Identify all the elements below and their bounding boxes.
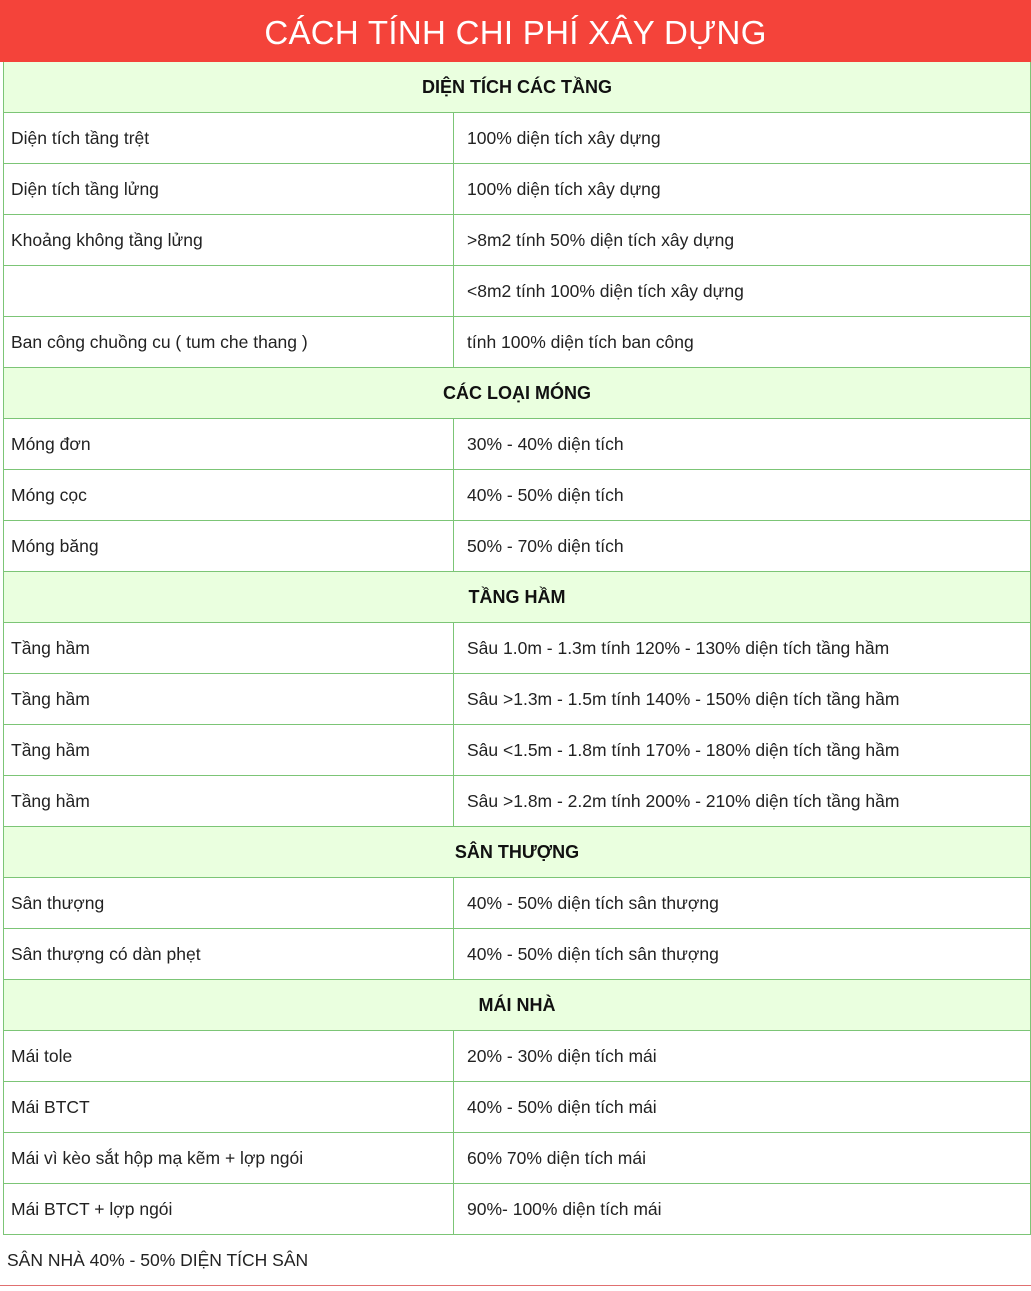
section-header: SÂN THƯỢNG bbox=[4, 827, 1030, 878]
row-label: Tầng hầm bbox=[4, 623, 454, 673]
table-row bbox=[4, 164, 1030, 215]
row-label: Mái BTCT + lợp ngói bbox=[4, 1184, 454, 1234]
row-label: Móng băng bbox=[4, 521, 454, 571]
table-row bbox=[4, 521, 1030, 572]
table-row bbox=[4, 419, 1030, 470]
row-value: Sâu <1.5m - 1.8m tính 170% - 180% diện tích tầng hầm bbox=[467, 739, 900, 760]
row-label: Sân thượng có dàn phẹt bbox=[4, 929, 454, 979]
row-label: Tầng hầm bbox=[4, 725, 454, 775]
row-label: Mái BTCT bbox=[4, 1082, 454, 1132]
row-value: tính 100% diện tích ban công bbox=[467, 331, 694, 352]
row-value: 40% - 50% diện tích sân thượng bbox=[467, 943, 719, 964]
row-label: Tầng hầm bbox=[4, 776, 454, 826]
row-value: <8m2 tính 100% diện tích xây dựng bbox=[467, 280, 744, 301]
table-row bbox=[4, 215, 1030, 266]
table-row bbox=[4, 113, 1030, 164]
row-label: Diện tích tầng trệt bbox=[4, 113, 454, 163]
row-value: Sâu >1.8m - 2.2m tính 200% - 210% diện tích tầng hầm bbox=[467, 790, 900, 811]
row-value: Sâu >1.3m - 1.5m tính 140% - 150% diện tích tầng hầm bbox=[467, 688, 900, 709]
row-label bbox=[4, 266, 454, 316]
row-value: 20% - 30% diện tích mái bbox=[467, 1045, 657, 1066]
row-label: Diện tích tầng lửng bbox=[4, 164, 454, 214]
row-label: Khoảng không tầng lửng bbox=[4, 215, 454, 265]
row-value: 40% - 50% diện tích bbox=[467, 484, 624, 505]
table-row bbox=[4, 725, 1030, 776]
row-label: Tầng hầm bbox=[4, 674, 454, 724]
row-value: 90%- 100% diện tích mái bbox=[467, 1198, 662, 1219]
row-value: 60% 70% diện tích mái bbox=[467, 1147, 646, 1168]
row-value: >8m2 tính 50% diện tích xây dựng bbox=[467, 229, 735, 250]
table-row bbox=[4, 266, 1030, 317]
section-header: DIỆN TÍCH CÁC TẦNG bbox=[4, 62, 1030, 113]
table-row bbox=[4, 1184, 1030, 1235]
page-title: CÁCH TÍNH CHI PHÍ XÂY DỰNG bbox=[264, 14, 767, 51]
table-row bbox=[4, 623, 1030, 674]
section-header: CÁC LOẠI MÓNG bbox=[4, 368, 1030, 419]
cost-table bbox=[3, 62, 1031, 1235]
table-row bbox=[4, 878, 1030, 929]
row-label: Mái vì kèo sắt hộp mạ kẽm + lợp ngói bbox=[4, 1133, 454, 1183]
footer-note: SÂN NHÀ 40% - 50% DIỆN TÍCH SÂN bbox=[0, 1235, 1031, 1286]
table-row bbox=[4, 674, 1030, 725]
table-row bbox=[4, 1031, 1030, 1082]
row-label: Mái tole bbox=[4, 1031, 454, 1081]
table-row bbox=[4, 1133, 1030, 1184]
row-value: 100% diện tích xây dựng bbox=[467, 127, 661, 148]
title-bar bbox=[0, 0, 1031, 62]
row-value: 30% - 40% diện tích bbox=[467, 433, 624, 454]
table-row bbox=[4, 317, 1030, 368]
row-label: Ban công chuồng cu ( tum che thang ) bbox=[4, 317, 454, 367]
row-value: 40% - 50% diện tích sân thượng bbox=[467, 892, 719, 913]
table-row bbox=[4, 776, 1030, 827]
row-label: Móng cọc bbox=[4, 470, 454, 520]
table-row bbox=[4, 929, 1030, 980]
table-row bbox=[4, 1082, 1030, 1133]
row-value: 50% - 70% diện tích bbox=[467, 535, 624, 556]
section-header: TẦNG HẦM bbox=[4, 572, 1030, 623]
row-value: Sâu 1.0m - 1.3m tính 120% - 130% diện tích tầng hầm bbox=[467, 637, 890, 658]
section-header: MÁI NHÀ bbox=[4, 980, 1030, 1031]
row-value: 100% diện tích xây dựng bbox=[467, 178, 661, 199]
row-label: Sân thượng bbox=[4, 878, 454, 928]
table-row bbox=[4, 470, 1030, 521]
row-value: 40% - 50% diện tích mái bbox=[467, 1096, 657, 1117]
row-label: Móng đơn bbox=[4, 419, 454, 469]
